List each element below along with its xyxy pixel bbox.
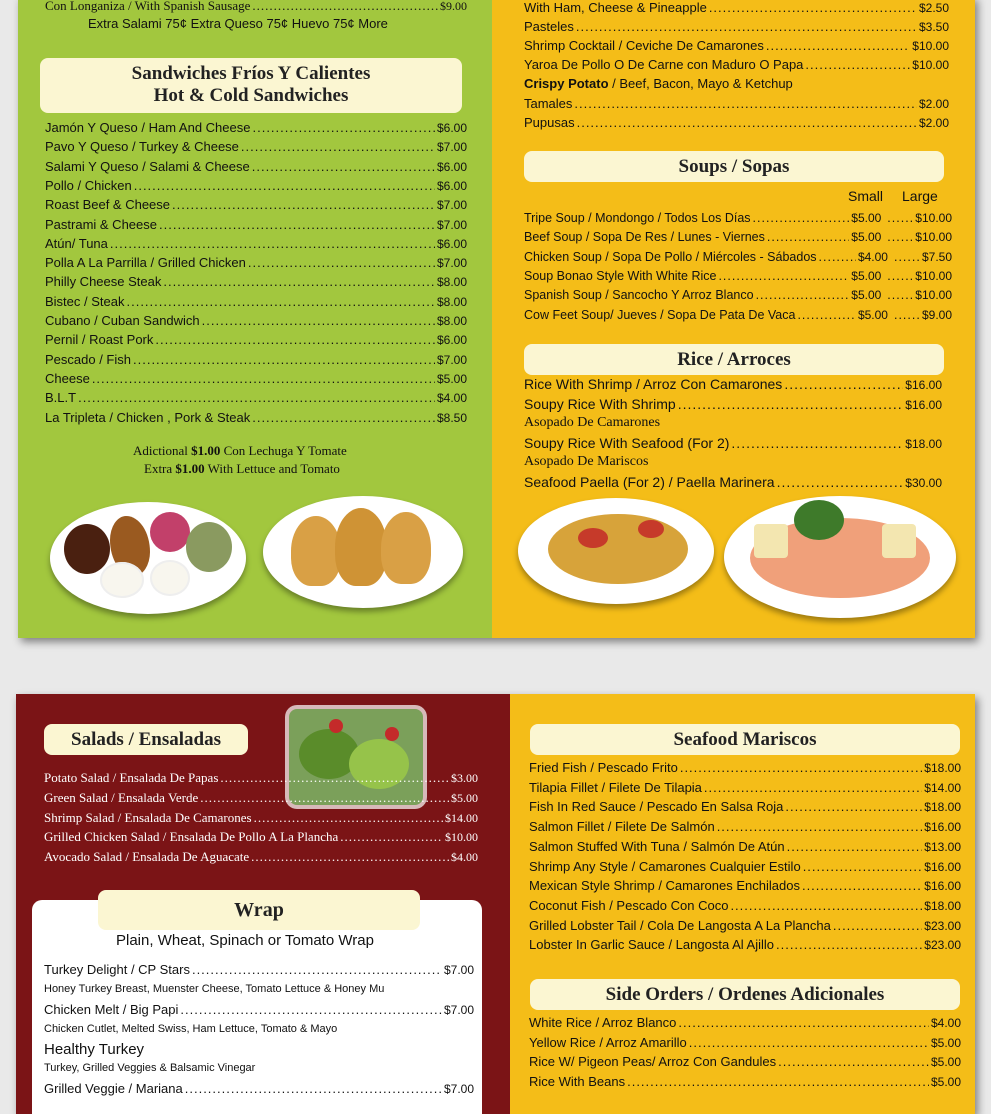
leader-dots: [252, 120, 434, 135]
price-large: $7.50: [921, 249, 952, 264]
leader-dots: [252, 159, 435, 174]
item-name: Roast Beef & Cheese: [45, 197, 171, 213]
item-name: Con Longaniza / With Spanish Sausage: [45, 0, 251, 13]
menu-row: [529, 1074, 961, 1092]
menu-row: [45, 352, 467, 370]
leader-dots: [731, 435, 903, 451]
item-name: Soupy Rice With Shrimp: [524, 395, 676, 412]
leader-dots: [251, 849, 449, 865]
yellow-panel: [492, 0, 975, 638]
leader-dots: [777, 474, 904, 490]
soup-row: [524, 308, 952, 326]
item-price: $7.00: [436, 256, 467, 271]
sandwich-note-2: Extra $1.00 With Lettuce and Tomato: [144, 461, 340, 476]
leader-dots: [776, 937, 922, 952]
leader-dots: [172, 197, 435, 212]
menu-row: [529, 918, 961, 936]
leader-dots: [577, 115, 917, 130]
item-name: Yellow Rice / Arroz Amarillo: [529, 1034, 687, 1050]
item-name: Salami Y Queso / Salami & Cheese: [45, 158, 250, 174]
leader-dots: [155, 332, 435, 347]
col-small: Small: [848, 188, 884, 204]
item-name: Shrimp Any Style / Camarones Cualquier Estilo: [529, 858, 801, 874]
price-large: $10.00: [915, 230, 952, 245]
item-price: $18.00: [924, 761, 961, 775]
item-price: $2.50: [918, 1, 949, 15]
soup-row: [524, 230, 952, 248]
item-name: Mexican Style Shrimp / Camarones Enchilados: [529, 878, 800, 894]
menu-row: [529, 1054, 961, 1072]
item-name: Tripe Soup / Mondongo / Todos Los Días: [524, 211, 751, 225]
item-price: $18.00: [924, 898, 961, 913]
menu-row: [529, 780, 961, 798]
price-small: $5.00: [851, 288, 882, 303]
rice-banner: [524, 344, 944, 375]
item-price: $7.00: [443, 1002, 474, 1017]
leader-dots: [802, 878, 922, 893]
item-name: La Tripleta / Chicken , Pork & Steak: [45, 409, 251, 425]
item-name: Chicken Soup / Sopa De Pollo / Miércoles - Sábados: [524, 249, 817, 264]
menu-row: [45, 139, 467, 157]
item-price: $16.00: [924, 859, 961, 874]
leader-dots: [805, 57, 910, 72]
menu-row: [524, 19, 949, 37]
menu-row: [45, 390, 467, 408]
item-price: $7.00: [436, 352, 467, 367]
item-name: Salmon Fillet / Filete De Salmón: [529, 819, 715, 835]
item-name: Soup Bonao Style With White Rice: [524, 268, 717, 283]
item-name: Salmon Stuffed With Tuna / Salmón De Atún: [529, 838, 785, 854]
leader-dots: [678, 1015, 929, 1030]
item-name: White Rice / Arroz Blanco: [529, 1015, 677, 1030]
menu-row: [524, 0, 949, 18]
yellow-panel-bottom: [510, 694, 975, 1114]
sides-banner: [530, 979, 960, 1010]
item-price: $5.00: [930, 1055, 961, 1070]
salads-title: Salads / Ensaladas: [71, 729, 221, 750]
item-price: $5.00: [436, 371, 467, 386]
item-price: $8.00: [436, 314, 467, 328]
leader-dots: [787, 839, 923, 854]
leader-dots: [778, 1054, 929, 1069]
leader-dots: [887, 211, 913, 225]
leader-dots: [819, 250, 856, 264]
leader-dots: [680, 760, 922, 775]
item-price: $4.00: [930, 1016, 961, 1030]
item-name: Yaroa De Pollo O De Carne con Maduro O Papa: [524, 57, 804, 72]
item-price: $6.00: [436, 236, 467, 251]
item-price: $18.00: [924, 800, 961, 815]
item-name: Rice With Beans: [529, 1074, 626, 1090]
leader-dots: [92, 371, 435, 386]
item-price: $14.00: [924, 780, 961, 795]
menu-row: [44, 790, 478, 808]
item-price: $16.00: [924, 820, 961, 835]
seafood-title: Seafood Mariscos: [673, 729, 817, 750]
item-name: Fried Fish / Pescado Frito: [529, 760, 678, 775]
menu-row: [45, 197, 467, 215]
item-description: Chicken Cutlet, Melted Swiss, Ham Lettuce, Tomato & Mayo: [44, 1022, 338, 1035]
leader-dots: [678, 396, 904, 412]
wrap-banner: [98, 890, 420, 930]
soups-title: Soups / Sopas: [678, 156, 790, 177]
soup-row: [524, 211, 952, 229]
col-large: Large: [902, 188, 938, 204]
leader-dots: [767, 230, 849, 244]
menu-row: [44, 1002, 474, 1020]
item-price: $16.00: [905, 378, 942, 392]
menu-page-bottom: [16, 694, 975, 1114]
menu-row: [44, 1041, 474, 1059]
plate-dominican-breakfast: [50, 502, 246, 614]
leader-dots: [718, 269, 849, 283]
menu-row: [524, 396, 942, 414]
item-subtitle: Asopado De Camarones: [524, 415, 661, 430]
item-price: $14.00: [445, 810, 478, 825]
item-price: $10.00: [445, 830, 478, 845]
leader-dots: [163, 274, 435, 289]
item-price: $6.00: [436, 333, 467, 348]
menu-row: [45, 217, 467, 235]
item-price: $10.00: [912, 58, 949, 72]
menu-row: [45, 332, 467, 350]
menu-page-top: [18, 0, 975, 638]
leader-dots: [134, 178, 435, 193]
item-price: $13.00: [924, 839, 961, 854]
menu-row: [529, 819, 961, 837]
leader-dots: [254, 810, 443, 826]
item-name: Avocado Salad / Ensalada De Aguacate: [44, 849, 250, 865]
menu-row: [529, 937, 961, 955]
menu-row: [529, 1015, 961, 1033]
item-price: $10.00: [912, 39, 949, 53]
leader-dots: [717, 819, 923, 834]
leader-dots: [887, 230, 913, 244]
item-name: Pasteles: [524, 19, 574, 34]
item-price: $7.00: [436, 217, 467, 232]
item-price: $3.50: [918, 20, 949, 34]
menu-row: [45, 120, 467, 138]
menu-row: [45, 159, 467, 177]
sandwich-note-1: Adictional $1.00 Con Lechuga Y Tomate: [133, 443, 347, 458]
item-name: Spanish Soup / Sancocho Y Arroz Blanco: [524, 288, 754, 303]
leader-dots: [159, 217, 435, 232]
menu-row: [44, 849, 478, 867]
plate-empanadas: [263, 496, 463, 608]
item-price: $23.00: [924, 938, 961, 953]
item-name: Fish In Red Sauce / Pescado En Salsa Roja: [529, 799, 784, 815]
leader-dots: [784, 376, 903, 392]
item-price: $4.00: [451, 850, 478, 865]
item-name: Rice W/ Pigeon Peas/ Arroz Con Gandules: [529, 1054, 777, 1070]
leader-dots: [887, 288, 913, 302]
leader-dots: [797, 308, 855, 322]
item-price: $16.00: [924, 879, 961, 894]
item-price: $2.00: [918, 116, 949, 130]
menu-row: [529, 799, 961, 817]
item-price: $9.00: [440, 0, 467, 13]
item-name: Pollo / Chicken: [45, 177, 132, 193]
menu-row: [529, 760, 961, 778]
item-name: Pupusas: [524, 115, 575, 130]
menu-row: [524, 474, 942, 492]
menu-row: [45, 178, 467, 196]
item-price: $8.50: [436, 410, 467, 425]
price-large: $10.00: [915, 211, 952, 225]
item-name: Pescado / Fish: [45, 351, 131, 367]
item-name: Lobster In Garlic Sauce / Langosta Al Ajillo: [529, 937, 774, 953]
leader-dots: [766, 38, 910, 53]
menu-row: [44, 770, 478, 788]
leader-dots: [730, 898, 922, 913]
item-name: Cow Feet Soup/ Jueves / Sopa De Pata De Vaca: [524, 307, 796, 322]
leader-dots: [110, 236, 435, 251]
item-name: Beef Soup / Sopa De Res / Lunes - Viernes: [524, 230, 765, 245]
soup-row: [524, 269, 952, 287]
leader-dots: [126, 294, 434, 309]
item-price: $6.00: [436, 121, 467, 135]
price-small: $5.00: [857, 307, 888, 322]
menu-row: [529, 839, 961, 857]
item-price: $4.00: [436, 391, 467, 406]
item-price: $8.00: [436, 275, 467, 290]
leader-dots: [785, 799, 922, 814]
sandwiches-banner: [40, 58, 462, 113]
menu-row: [529, 898, 961, 916]
leader-dots: [220, 770, 449, 786]
leader-dots: [894, 308, 920, 322]
plate-shrimp: [518, 498, 714, 604]
item-price: $7.00: [443, 1081, 474, 1096]
leader-dots: [192, 962, 442, 977]
menu-row: [524, 96, 949, 114]
maroon-panel: [16, 694, 510, 1114]
menu-row: [45, 255, 467, 273]
leader-dots: [756, 288, 850, 302]
crispy-potato-row: Crispy Potato / Beef, Bacon, Mayo & Ketchup: [524, 76, 793, 91]
item-name: Cheese: [45, 370, 90, 386]
leader-dots: [887, 269, 913, 283]
menu-row: [45, 294, 467, 312]
menu-row: [524, 38, 949, 56]
item-name: Chicken Melt / Big Papi: [44, 1001, 179, 1017]
soup-row: [524, 288, 952, 306]
item-price: $5.00: [451, 790, 478, 805]
menu-row: [524, 57, 949, 75]
leader-dots: [627, 1074, 929, 1089]
leader-dots: [576, 19, 917, 34]
item-name: Bistec / Steak: [45, 293, 125, 309]
item-price: $8.00: [436, 294, 467, 309]
leader-dots: [248, 255, 435, 270]
item-name: Green Salad / Ensalada Verde: [44, 789, 199, 805]
item-name: Jamón Y Queso / Ham And Cheese: [45, 120, 251, 135]
wrap-title: Wrap: [234, 899, 284, 921]
item-description: Honey Turkey Breast, Muenster Cheese, Tomato Lettuce & Honey Mu: [44, 983, 385, 995]
item-price: $6.00: [436, 178, 467, 193]
sides-title: Side Orders / Ordenes Adicionales: [605, 984, 885, 1005]
item-name: Grilled Veggie / Mariana: [44, 1080, 183, 1096]
item-name: Rice With Shrimp / Arroz Con Camarones: [524, 376, 783, 392]
item-name: Shrimp Salad / Ensalada De Camarones: [44, 809, 252, 825]
leader-dots: [252, 410, 435, 425]
price-small: $4.00: [857, 249, 888, 264]
menu-row: [45, 371, 467, 389]
item-name: Pastrami & Cheese: [45, 216, 157, 232]
item-name: Shrimp Cocktail / Ceviche De Camarones: [524, 38, 764, 53]
item-name: Atún/ Tuna: [45, 235, 108, 251]
item-price: $23.00: [924, 918, 961, 933]
item-name: Grilled Chicken Salad / Ensalada De Pollo A La Plancha: [44, 829, 339, 845]
leader-dots: [833, 918, 922, 933]
item-price: $16.00: [905, 397, 942, 412]
soups-banner: [524, 151, 944, 182]
leader-dots: [704, 780, 922, 795]
item-price: $3.00: [451, 771, 478, 785]
item-price: $7.00: [436, 198, 467, 213]
leader-dots: [200, 790, 449, 806]
rice-title: Rice / Arroces: [677, 349, 791, 370]
sandwiches-title-es: Sandwiches Fríos Y Calientes: [131, 63, 371, 84]
price-small: $5.00: [851, 268, 882, 283]
item-name: Pavo Y Queso / Turkey & Cheese: [45, 139, 239, 155]
price-large: $10.00: [915, 288, 952, 303]
leader-dots: [241, 139, 435, 154]
menu-row: [529, 1035, 961, 1053]
item-name: Cubano / Cuban Sandwich: [45, 313, 200, 328]
item-name: Tamales: [524, 96, 573, 111]
menu-row: [45, 236, 467, 254]
leader-dots: [133, 352, 435, 367]
item-price: $5.00: [930, 1075, 961, 1090]
item-name: Healthy Turkey: [44, 1041, 145, 1058]
item-name: Soupy Rice With Seafood (For 2): [524, 434, 730, 451]
item-name: With Ham, Cheese & Pineapple: [524, 0, 707, 15]
soup-row: [524, 250, 952, 268]
leader-dots: [180, 1002, 442, 1017]
leader-dots: [185, 1081, 442, 1096]
menu-row: [45, 410, 467, 428]
leader-dots: [202, 313, 435, 328]
menu-row: [45, 313, 467, 331]
seafood-banner: [530, 724, 960, 755]
price-large: $10.00: [915, 268, 952, 283]
price-small: $5.00: [851, 211, 882, 225]
menu-row: [524, 435, 942, 453]
item-name: Pernil / Roast Pork: [45, 332, 154, 348]
menu-row: [44, 829, 478, 847]
leader-dots: [709, 0, 917, 15]
menu-row: [524, 115, 949, 133]
price-large: $9.00: [921, 307, 952, 322]
menu-row: [529, 878, 961, 896]
menu-row: [529, 859, 961, 877]
item-description: Turkey, Grilled Veggies & Balsamic Vinegar: [44, 1062, 256, 1074]
leader-dots: [689, 1035, 929, 1050]
menu-row: [44, 810, 478, 828]
item-price: $7.00: [443, 963, 474, 977]
item-name: Coconut Fish / Pescado Con Coco: [529, 897, 729, 913]
green-panel: [18, 0, 492, 638]
item-price: $30.00: [905, 475, 942, 490]
extras-line: Extra Salami 75¢ Extra Queso 75¢ Huevo 75¢ More: [88, 16, 388, 31]
plate-ceviche: [724, 496, 956, 618]
item-price: $18.00: [905, 436, 942, 451]
item-price: $7.00: [436, 140, 467, 155]
leader-dots: [894, 250, 920, 264]
item-name: Grilled Lobster Tail / Cola De Langosta A La Plancha: [529, 917, 831, 933]
leader-dots: [340, 829, 443, 845]
item-subtitle: Asopado De Mariscos: [524, 454, 649, 469]
salads-banner: [44, 724, 248, 755]
sandwiches-title-en: Hot & Cold Sandwiches: [153, 85, 349, 106]
menu-row: [45, 274, 467, 292]
item-price: $2.00: [918, 97, 949, 111]
item-price: $6.00: [436, 159, 467, 174]
leader-dots: [753, 211, 850, 225]
item-name: Seafood Paella (For 2) / Paella Marinera: [524, 473, 775, 490]
menu-row: [44, 962, 474, 980]
wrap-subtitle: Plain, Wheat, Spinach or Tomato Wrap: [116, 932, 374, 949]
item-name: Philly Cheese Steak: [45, 274, 162, 290]
menu-row: [45, 0, 467, 16]
item-name: Polla A La Parrilla / Grilled Chicken: [45, 255, 246, 271]
item-name: B.L.T: [45, 390, 77, 406]
item-price: $5.00: [930, 1035, 961, 1050]
item-name: Turkey Delight / CP Stars: [44, 962, 190, 977]
price-small: $5.00: [851, 230, 882, 245]
item-name: Potato Salad / Ensalada De Papas: [44, 770, 219, 785]
leader-dots: [78, 390, 435, 405]
leader-dots: [574, 96, 917, 111]
leader-dots: [803, 859, 923, 874]
item-name: Tilapia Fillet / Filete De Tilapia: [529, 779, 702, 795]
menu-row: [524, 376, 942, 394]
